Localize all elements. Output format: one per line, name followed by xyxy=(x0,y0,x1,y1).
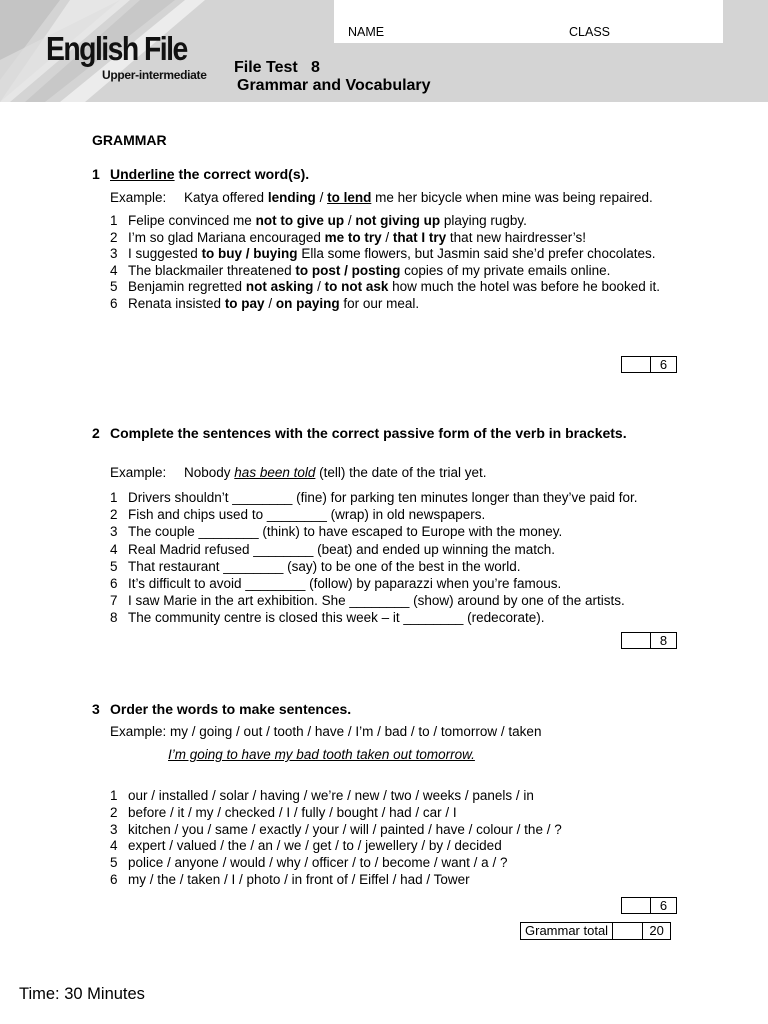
list-item xyxy=(110,523,680,540)
item-text: kitchen / you / same / exactly / your / will / painted / have / colour / the / ? xyxy=(128,821,562,837)
q1-score-box xyxy=(621,356,677,373)
name-label: NAME xyxy=(348,25,385,39)
list-item xyxy=(110,855,680,872)
q3-score-max: 6 xyxy=(659,898,668,913)
item-number: 1 xyxy=(110,213,118,228)
example-label: Example: xyxy=(110,190,167,205)
list-item xyxy=(110,872,680,889)
item-text: expert / valued / the / an / we / get / to / jewellery / by / decided xyxy=(128,838,502,854)
item-text: The couple ________ (think) to have escaped to Europe with the money. xyxy=(128,524,563,540)
example-text: Nobody xyxy=(184,465,235,480)
list-item xyxy=(110,279,680,296)
q2-example xyxy=(110,465,486,480)
item-text: before / it / my / checked / I / fully / bought / had / car / I xyxy=(128,804,457,820)
item-text: Fish and chips used to ________ (wrap) in old newspapers. xyxy=(128,507,486,523)
list-item xyxy=(110,805,680,822)
item-number: 1 xyxy=(110,490,118,505)
item-text: I saw Marie in the art exhibition. She ________ (show) around by one of the artists. xyxy=(128,593,625,609)
item-text: Felipe convinced me not to give up / not giving up playing rugby. xyxy=(128,213,527,228)
class-label: CLASS xyxy=(569,25,610,39)
item-number: 2 xyxy=(110,229,118,245)
q2-instruction: Complete the sentences with the correct passive form of the verb in brackets. xyxy=(110,425,627,441)
brand-logo: English File xyxy=(46,30,187,67)
score-input-area[interactable] xyxy=(622,357,651,372)
item-number: 6 xyxy=(110,871,118,887)
q2-score-max: 8 xyxy=(659,633,668,648)
q3-example: Example: my / going / out / tooth / have / I’m / bad / to / tomorrow / taken xyxy=(110,724,542,739)
item-number: 2 xyxy=(110,507,118,523)
q3-score-box xyxy=(621,897,677,914)
total-input-area[interactable] xyxy=(613,923,643,939)
list-item xyxy=(110,592,680,609)
grammar-total-max: 20 xyxy=(649,923,664,938)
q3-items xyxy=(110,788,680,889)
list-item xyxy=(110,230,680,247)
list-item xyxy=(110,506,680,523)
list-item xyxy=(110,575,680,592)
item-number: 4 xyxy=(110,541,118,557)
list-item xyxy=(110,246,680,263)
list-item xyxy=(110,541,680,558)
example-answer: has been told xyxy=(234,465,316,480)
q2-items xyxy=(110,489,680,627)
list-item xyxy=(110,213,680,230)
list-item xyxy=(110,822,680,839)
list-item xyxy=(110,609,680,626)
q3-example-answer: I’m going to have my bad tooth taken out tomorrow. xyxy=(168,747,475,762)
q2-score-box xyxy=(621,632,677,649)
item-number: 4 xyxy=(110,262,118,278)
item-number: 6 xyxy=(110,295,118,311)
q1-heading xyxy=(92,166,652,183)
item-number: 1 xyxy=(110,788,118,803)
q3-instruction: Order the words to make sentences. xyxy=(110,701,352,717)
brand-subtitle: Upper-intermediate xyxy=(102,68,207,82)
example-sep: / xyxy=(315,190,328,205)
example-label: Example: xyxy=(110,465,167,480)
test-subtitle: Grammar and Vocabulary xyxy=(237,77,431,94)
example-text: Katya offered xyxy=(184,190,268,205)
item-text: I suggested to buy / buying Ella some flowers, but Jasmin said she’d prefer chocolates. xyxy=(128,246,656,261)
item-number: 5 xyxy=(110,558,118,574)
item-number: 5 xyxy=(110,279,118,294)
example-option: lending xyxy=(267,190,316,205)
item-text: police / anyone / would / why / officer / to / become / want / a / ? xyxy=(128,855,508,871)
item-text: It’s difficult to avoid ________ (follow) by paparazzi when you’re famous. xyxy=(128,576,562,592)
name-class-box xyxy=(334,0,723,43)
time-footer: Time: 30 Minutes xyxy=(19,985,145,1003)
item-text: The community centre is closed this week – it ________ (redecorate). xyxy=(128,610,545,626)
item-number: 3 xyxy=(110,246,118,261)
item-text: my / the / taken / I / photo / in front of / Eiffel / had / Tower xyxy=(128,871,470,887)
q1-items xyxy=(110,213,680,312)
example-text: me her bicycle when mine was being repaired. xyxy=(371,190,653,205)
q3-number: 3 xyxy=(92,701,100,717)
item-number: 3 xyxy=(110,821,118,837)
q1-score-max: 6 xyxy=(659,357,668,372)
list-item xyxy=(110,489,680,506)
q3-heading xyxy=(92,701,652,718)
example-text: (tell) the date of the trial yet. xyxy=(315,465,487,480)
score-input-area[interactable] xyxy=(622,633,651,648)
q1-instruction: the correct word(s). xyxy=(174,166,310,182)
item-number: 5 xyxy=(110,855,118,871)
q1-instruction-underline: Underline xyxy=(110,166,175,182)
item-text: The blackmailer threatened to post / posting copies of my private emails online. xyxy=(128,262,611,278)
item-number: 3 xyxy=(110,524,118,540)
list-item xyxy=(110,263,680,280)
item-text: That restaurant ________ (say) to be one of the best in the world. xyxy=(128,558,521,574)
item-number: 2 xyxy=(110,804,118,820)
item-text: Renata insisted to pay / on paying for our meal. xyxy=(128,295,420,311)
list-item xyxy=(110,788,680,805)
test-title: File Test 8 xyxy=(234,59,320,76)
example-answer: to lend xyxy=(327,190,372,205)
q1-example xyxy=(110,190,653,205)
item-text: Drivers shouldn’t ________ (fine) for parking ten minutes longer than they’ve paid for. xyxy=(128,490,638,505)
grammar-total-box xyxy=(520,922,671,940)
item-text: Real Madrid refused ________ (beat) and ended up winning the match. xyxy=(128,541,556,557)
list-item xyxy=(110,558,680,575)
item-text: I’m so glad Mariana encouraged me to try / that I try that new hairdresser’s! xyxy=(128,229,586,245)
item-number: 4 xyxy=(110,838,118,854)
item-number: 8 xyxy=(110,610,118,626)
score-input-area[interactable] xyxy=(622,898,651,913)
header-band xyxy=(0,0,768,102)
item-text: Benjamin regretted not asking / to not ask how much the hotel was before he booked it. xyxy=(128,279,661,294)
q1-number: 1 xyxy=(92,166,100,182)
item-number: 7 xyxy=(110,593,118,609)
item-number: 6 xyxy=(110,576,118,592)
list-item xyxy=(110,296,680,313)
q2-number: 2 xyxy=(92,425,100,441)
grammar-total-label: Grammar total xyxy=(521,923,613,939)
item-text: our / installed / solar / having / we’re / new / two / weeks / panels / in xyxy=(128,788,534,803)
list-item xyxy=(110,838,680,855)
section-title: GRAMMAR xyxy=(92,132,167,148)
q2-heading xyxy=(92,425,652,442)
